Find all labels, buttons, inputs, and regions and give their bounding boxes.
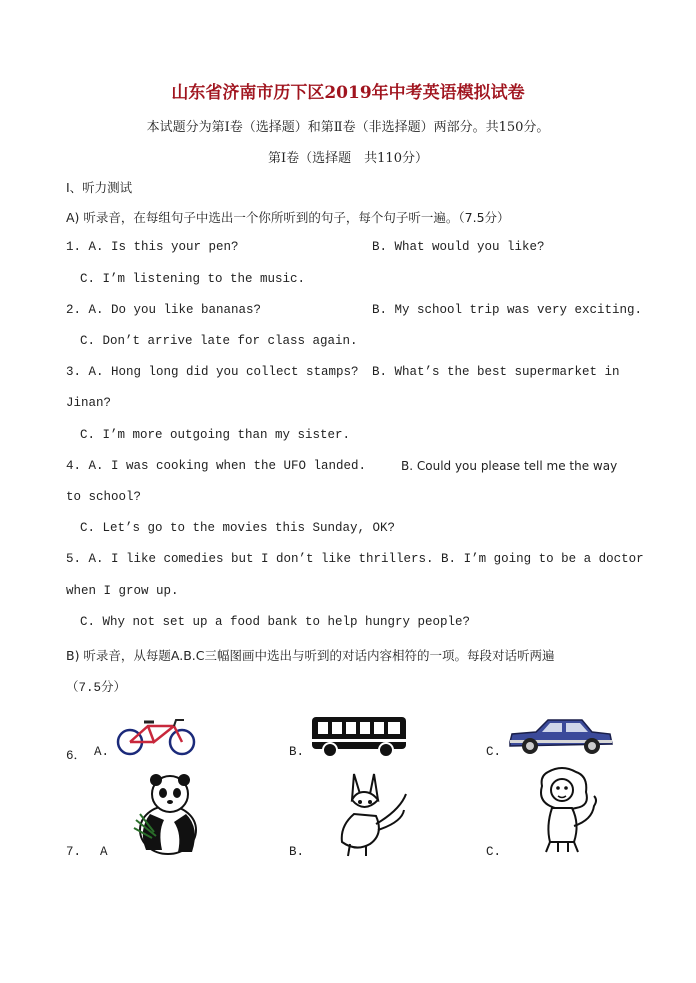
q1-option-b: B. What would you like?: [372, 240, 545, 254]
q5-option-a: 5. A. I like comedies but I don’t like thrillers. B. I’m going to be a doctor: [66, 552, 644, 566]
q5-option-c: C. Why not set up a food bank to help hungry people?: [80, 615, 471, 629]
q7-label-c: C.: [486, 845, 502, 859]
q1-option-a: 1. A. Is this your pen?: [66, 240, 239, 254]
q2-option-b: B. My school trip was very exciting.: [372, 303, 643, 317]
q1-option-c: C. I’m listening to the music.: [80, 272, 306, 286]
q3-option-b-cont: Jinan?: [66, 396, 112, 410]
q7-label-b: B.: [289, 845, 305, 859]
q3-option-c: C. I’m more outgoing than my sister.: [80, 428, 351, 442]
q4-option-a: 4. A. I was cooking when the UFO landed.: [66, 459, 367, 473]
bicycle-image: [114, 718, 198, 756]
q6-label-c: C.: [486, 745, 502, 759]
q7-label-a: A: [100, 845, 108, 859]
q4-option-b-cont: to school?: [66, 490, 142, 504]
q5-option-a-cont: when I grow up.: [66, 584, 179, 598]
car-image: [506, 712, 616, 758]
section-title: Ⅰ、听力测试: [66, 180, 133, 195]
page-title: 山东省济南市历下区2019年中考英语模拟试卷: [171, 83, 525, 103]
fox-image: [332, 770, 408, 858]
q4-option-b: B. Could you please tell me the way: [401, 459, 618, 473]
panda-image: [128, 770, 208, 858]
q6-number: 6．: [66, 749, 87, 763]
part-b-score: （7.5分）: [66, 681, 127, 695]
part-b-instruction: B) 听录音，从每题A.B.C三幅图画中选出与听到的对话内容相符的一项。每段对话听两遍: [66, 648, 555, 663]
bus-image: [310, 713, 408, 757]
lion-image: [528, 766, 600, 856]
q3-option-b: B. What’s the best supermarket in: [372, 365, 620, 379]
q2-option-c: C. Don’t arrive late for class again.: [80, 334, 358, 348]
q3-option-a: 3. A. Hong long did you collect stamps?: [66, 365, 359, 379]
part-a-instruction: A) 听录音，在每组句子中选出一个你所听到的句子，每个句子听一遍。（7.5分）: [66, 210, 510, 225]
q2-option-a: 2. A. Do you like bananas?: [66, 303, 262, 317]
q6-label-b: B.: [289, 745, 305, 759]
q6-label-a: A.: [94, 745, 110, 759]
volume-heading: 第Ⅰ卷（选择题 共110分）: [268, 151, 428, 166]
q7-number: 7.: [66, 845, 82, 859]
intro-text: 本试题分为第Ⅰ卷（选择题）和第Ⅱ卷（非选择题）两部分。共150分。: [146, 120, 550, 135]
q4-option-c: C. Let’s go to the movies this Sunday, OK?: [80, 521, 396, 535]
